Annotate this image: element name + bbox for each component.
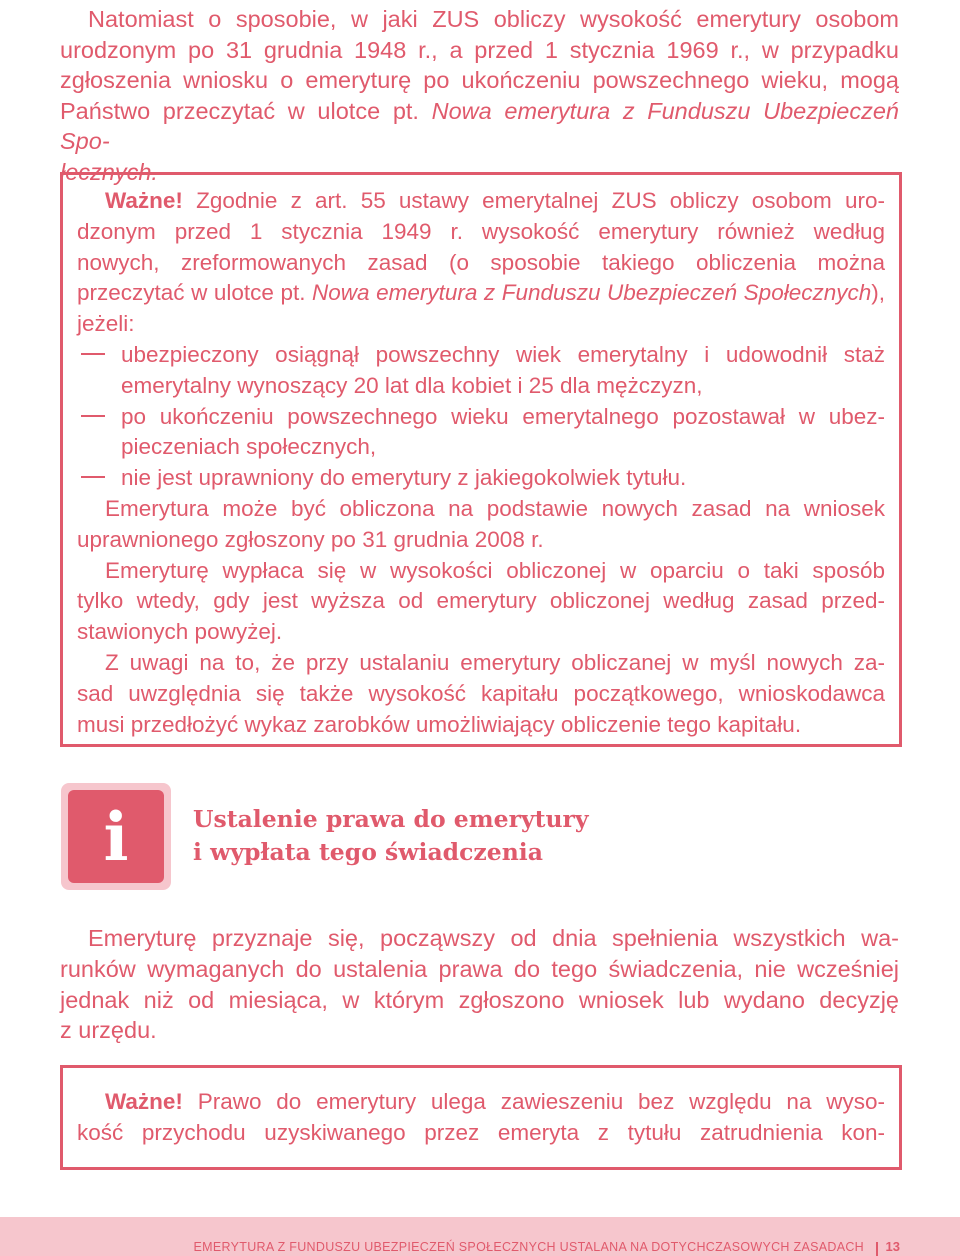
box2-line-1-text: Prawo do emerytury ulega zawieszeniu bez względu na wyso-: [182, 1089, 885, 1114]
bullet-1-text-b: emerytalny wynoszący 20 lat dla kobiet i 25 dla mężczyzn,: [121, 372, 703, 398]
important-box-1: [60, 172, 902, 747]
page-footer: [0, 1217, 960, 1256]
dash-icon: [81, 353, 105, 355]
body2-line-1: Emeryturę przyznaje się, począwszy od dnia spełnienia wszystkich wa-: [88, 925, 899, 951]
page-number: 13: [885, 1239, 900, 1254]
info-icon-square: [68, 790, 164, 883]
body2-line-4: z urzędu.: [60, 1017, 157, 1044]
footer-title: EMERYTURA Z FUNDUSZU UBEZPIECZEŃ SPOŁECZNYCH USTALANA NA DOTYCHCZASOWYCH ZASADACH: [193, 1240, 864, 1254]
box1-line-2: dzonym przed 1 stycznia 1949 r. wysokość emerytury również według: [77, 218, 885, 244]
box1-p3-line-3: stawionych powyżej.: [77, 619, 283, 645]
dash-icon: [81, 415, 105, 417]
box1-line-4-text: przeczytać w ulotce pt.: [77, 280, 313, 306]
box1-line-4: [77, 278, 885, 309]
box1-p2-line-1: Emerytura może być obliczona na podstawie nowych zasad na wniosek: [105, 495, 885, 521]
bullet-3: [77, 463, 885, 494]
box1-line-1: [77, 186, 885, 217]
box1-p3-line-1: Emeryturę wypłaca się w wysokości obliczonej w oparciu o taki sposób: [105, 557, 885, 583]
body-paragraph-2: [60, 923, 899, 1046]
section-heading: [193, 803, 589, 869]
important-label: Ważne!: [105, 188, 183, 213]
section-heading-line-2: i wypłata tego świadczenia: [193, 838, 543, 866]
box1-p4-line-1: Z uwagi na to, że przy ustalaniu emerytury obliczanej w myśl nowych za-: [105, 649, 885, 675]
section-heading-line-1: Ustalenie prawa do emerytury: [193, 805, 589, 833]
info-icon-glyph: i: [103, 797, 129, 876]
important-box-2: [60, 1065, 902, 1170]
bullet-2: [77, 402, 885, 433]
box1-line-1-text: Zgodnie z art. 55 ustawy emerytalnej ZUS obliczy osobom uro-: [182, 188, 885, 213]
intro-line-1: Natomiast o sposobie, w jaki ZUS obliczy wysokość emerytury osobom: [88, 6, 899, 32]
bullet-3-text: nie jest uprawniony do emerytury z jakiegokolwiek tytułu.: [121, 465, 687, 491]
box2-line-2: kość przychodu uzyskiwanego przez emeryta z tytułu zatrudnienia kon-: [77, 1119, 885, 1145]
intro-line-3: zgłoszenia wniosku o emeryturę po ukończeniu powszechnego wieku, mogą: [60, 67, 899, 94]
box1-p4-line-2: sad uwzględnia się także wysokość kapitału początkowego, wnioskodawca: [77, 680, 885, 706]
box2-line-1: [77, 1087, 885, 1118]
box1-italic-title: Nowa emerytura z Funduszu Ubezpieczeń Społecznych: [312, 280, 872, 306]
body2-line-3: jednak niż od miesiąca, w którym zgłoszono wniosek lub wydano decyzję: [60, 986, 899, 1013]
box1-p3-line-2: tylko wtedy, gdy jest wyższa od emerytury obliczonej według zasad przed-: [77, 588, 885, 614]
box1-line-4-end: ),: [871, 280, 885, 306]
footer-separator: [876, 1242, 878, 1256]
bullet-2-text-b: pieczeniach społecznych,: [121, 434, 377, 460]
box1-p4-line-3: musi przedłożyć wykaz zarobków umożliwiający obliczenie tego kapitału.: [77, 711, 802, 737]
info-icon: [61, 783, 171, 890]
box1-line-3: nowych, zreformowanych zasad (o sposobie takiego obliczenia można: [77, 249, 885, 275]
box1-line-5: jeżeli:: [77, 311, 135, 337]
intro-paragraph: [60, 4, 899, 188]
intro-line-4: [60, 96, 899, 157]
intro-italic-title: Nowa emerytura z Funduszu Ubezpieczeń Spo-: [60, 97, 899, 155]
box1-p2-line-2: uprawnionego zgłoszony po 31 grudnia 2008 r.: [77, 526, 544, 552]
intro-italic-title-end: łecznych.: [60, 158, 158, 185]
intro-line-4-text: Państwo przeczytać w ulotce pt.: [60, 97, 432, 124]
bullet-1: [77, 340, 885, 371]
dash-icon: [81, 476, 105, 478]
bullet-1-text-a: ubezpieczony osiągnął powszechny wiek emerytalny i udowodnił staż: [121, 341, 885, 367]
intro-line-2: urodzonym po 31 grudnia 1948 r., a przed 1 stycznia 1969 r., w przypadku: [60, 36, 899, 63]
important-label: Ważne!: [105, 1089, 183, 1114]
body2-line-2: runków wymaganych do ustalenia prawa do tego świadczenia, nie wcześniej: [60, 955, 899, 982]
bullet-2-text-a: po ukończeniu powszechnego wieku emerytalnego pozostawał w ubez-: [121, 403, 885, 429]
